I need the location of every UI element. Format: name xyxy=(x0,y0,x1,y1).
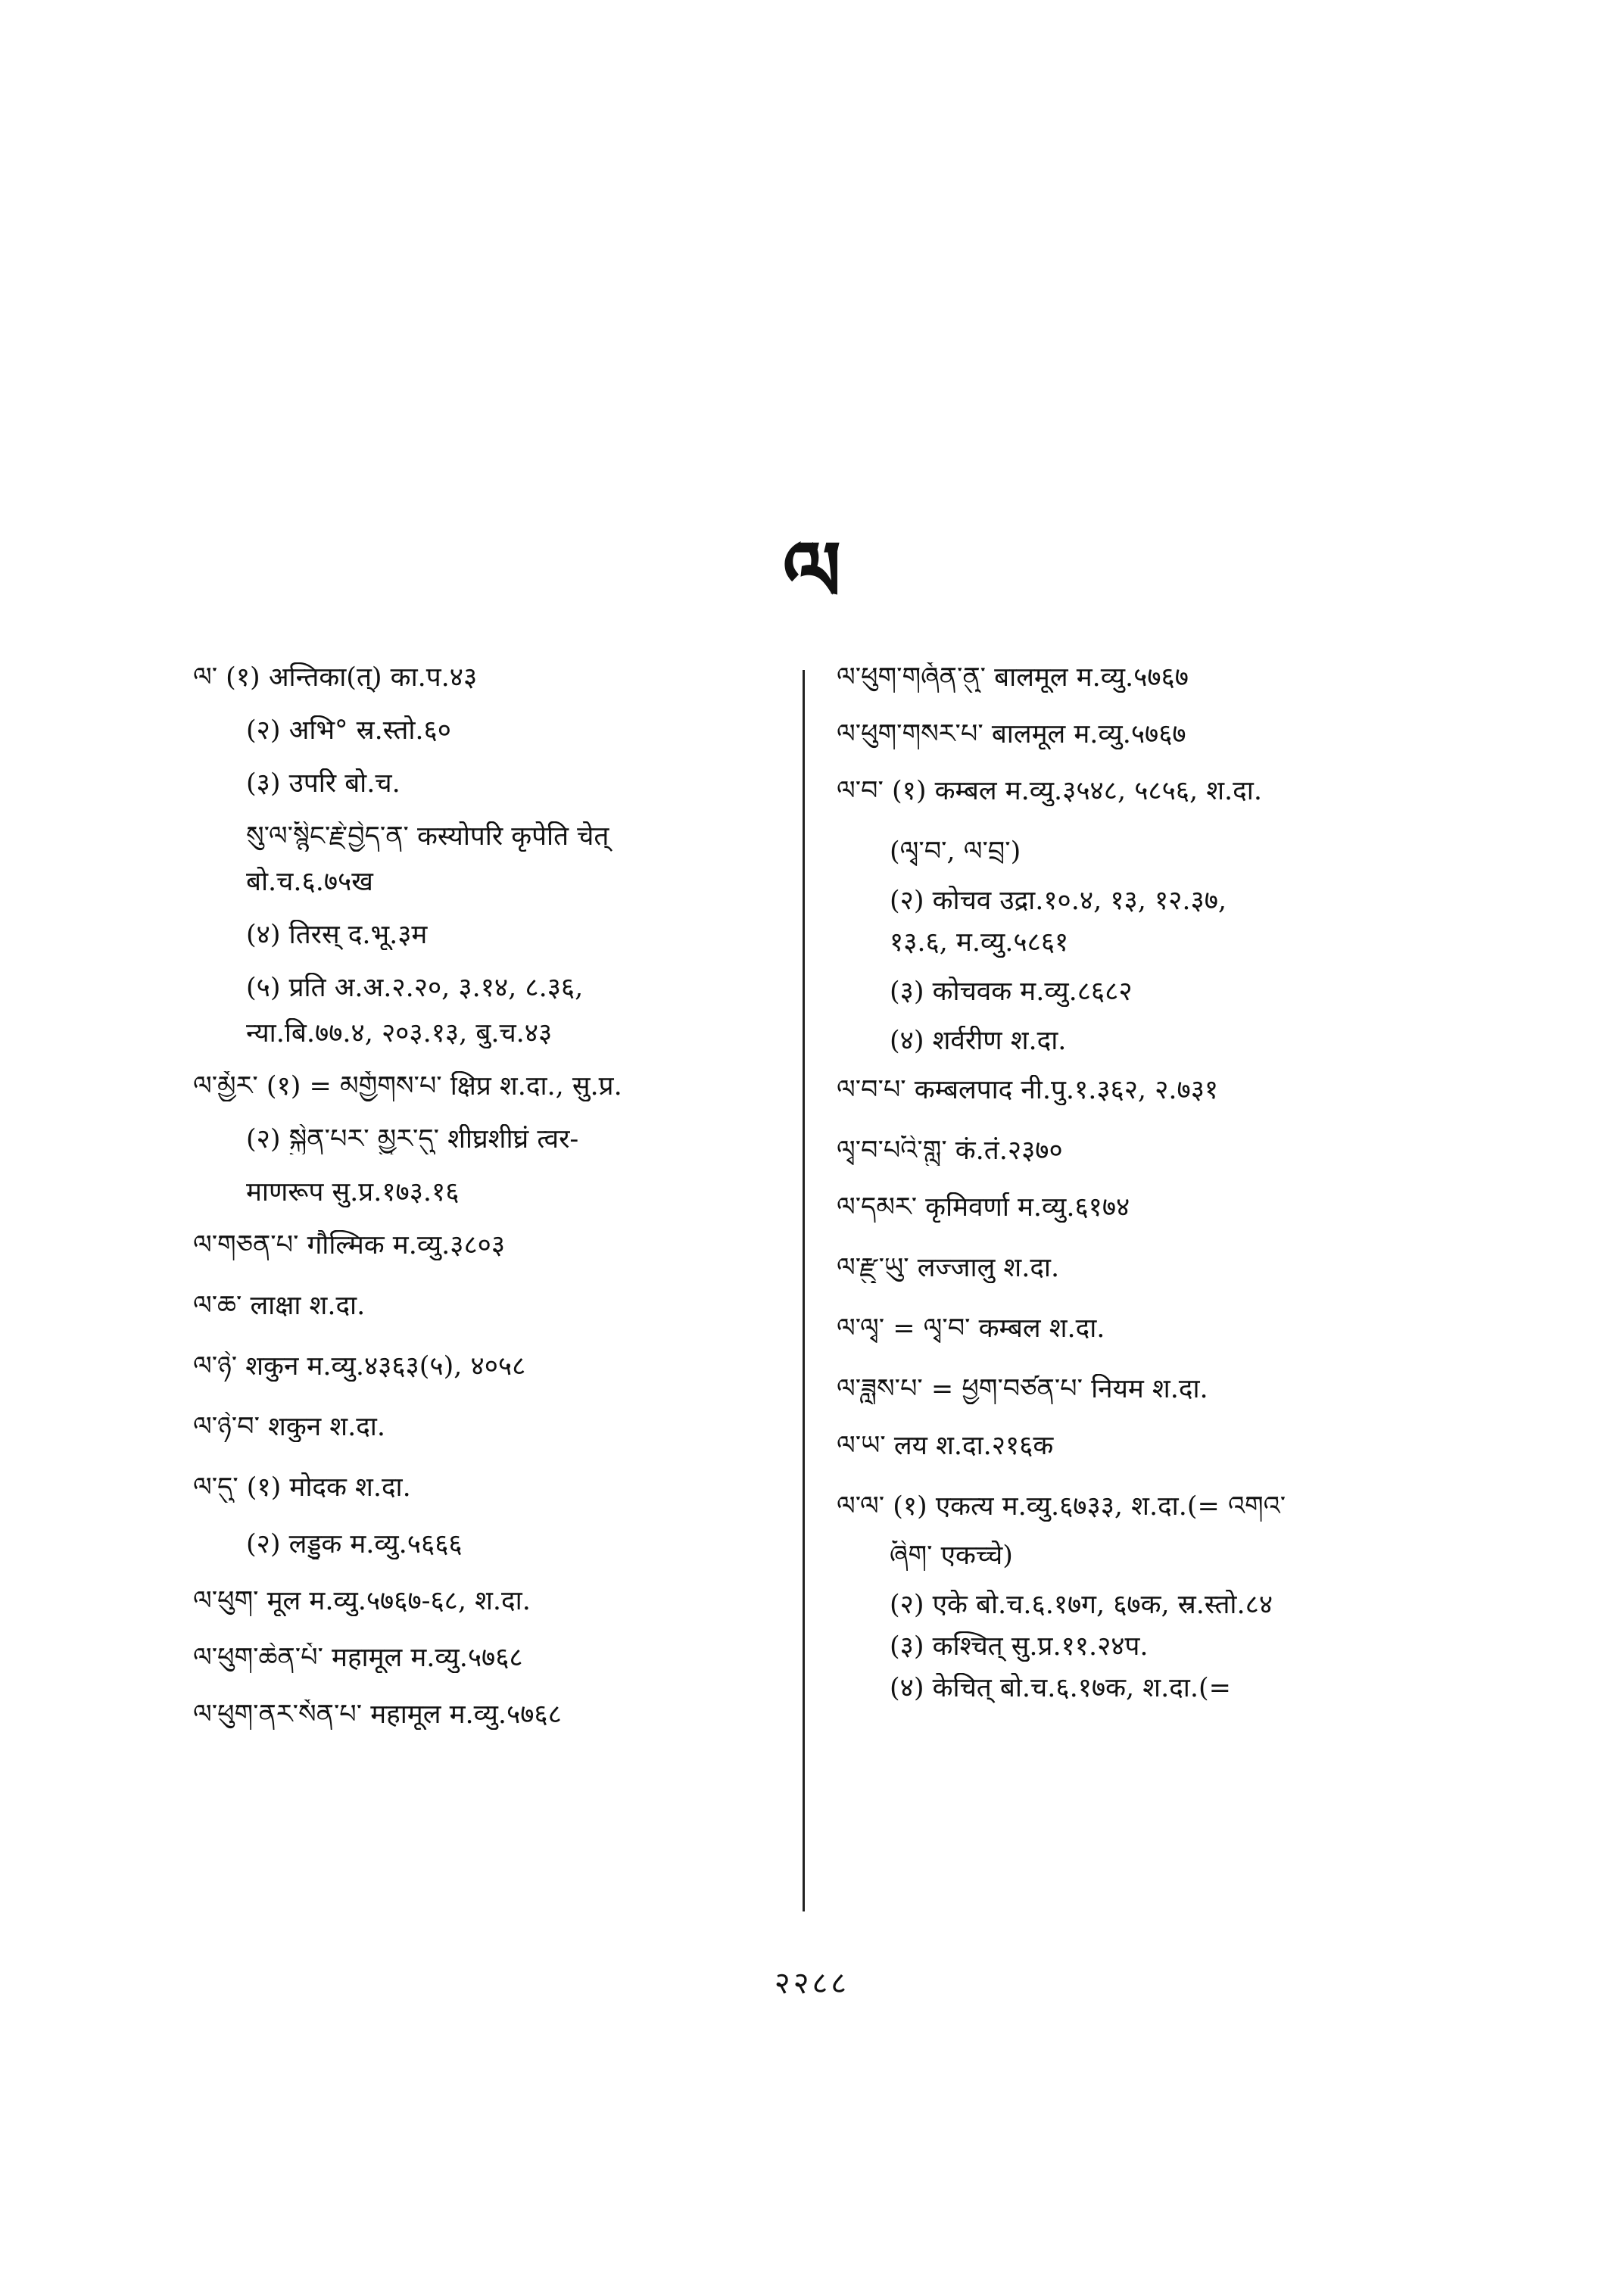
dictionary-entry: ཞིག་ एकच्चे) xyxy=(890,1541,1013,1571)
dictionary-entry: (३) उपरि बो.च. xyxy=(246,768,401,799)
dictionary-entry: (२) एके बो.च.६.१७ग, ६७क, स्र.स्तो.८४ xyxy=(890,1590,1273,1620)
dictionary-entry: ལ་རྫུ་ཡུ་ लज्जालु श.दा. xyxy=(837,1253,1060,1283)
dictionary-entry: (२) अभि° स्र.स्तो.६० xyxy=(246,715,451,746)
dictionary-entry: ལ་ཕུག་ཆེན་པོ་ महामूल म.व्यु.५७६८ xyxy=(193,1643,523,1673)
dictionary-entry: ལ་གཅན་པ་ गौल्मिक म.व्यु.३८०३ xyxy=(193,1230,506,1260)
dictionary-entry: (२) कोचव उद्रा.१०.४, १३, १२.३७, xyxy=(890,886,1227,916)
dictionary-entry: बो.च.६.७५ख xyxy=(246,867,373,897)
dictionary-entry: ལ་དུ་ (१) मोदक श.दा. xyxy=(193,1472,411,1503)
dictionary-entry: ལ་བ་ (१) कम्बल म.व्यु.३५४८, ५८५६, श.दा. xyxy=(837,776,1262,806)
right-column xyxy=(837,662,1435,1703)
dictionary-entry: སུ་ལ་སྙིང་རྗེ་བྱེད་ན་ कस्योपरि कृपेति चेत् xyxy=(246,821,609,852)
dictionary-entry: ལ་ལྭ་ = ལྭ་བ་ कम्बल श.दा. xyxy=(837,1313,1105,1344)
left-column xyxy=(193,662,791,1730)
dictionary-entry: न्या.बि.७७.४, २०३.१३, बु.च.४३ xyxy=(246,1018,553,1048)
dictionary-entry: (ལྭ་བ་, ལ་བྲ་) xyxy=(890,837,1021,867)
dictionary-entry: (५) प्रति अ.अ.२.२०, ३.१४, ८.३६, xyxy=(246,973,584,1003)
dictionary-entry: (२) लड्डुक म.व्यु.५६६६ xyxy=(246,1529,463,1559)
dictionary-entry: ལ་ཡ་ लय श.दा.२१६क xyxy=(837,1431,1054,1461)
dictionary-entry: ལ་ཕུག་གསར་པ་ बालमूल म.व्यु.५७६७ xyxy=(837,719,1186,749)
dictionary-entry: (३) कोचवक म.व्यु.८६८२ xyxy=(890,977,1133,1007)
section-letter-heading: ལ xyxy=(782,522,842,620)
dictionary-entry: ལ་ཆ་ लाक्षा श.दा. xyxy=(193,1291,366,1321)
dictionary-entry: ལ་ཕུག་གཞོན་ནུ་ बालमूल म.व्यु.५७६७ xyxy=(837,662,1189,693)
dictionary-entry: ལ་ལ་ (१) एकत्य म.व्यु.६७३३, श.दा.(= འགའ་ xyxy=(837,1491,1286,1522)
dictionary-entry: (३) कश्चित् सु.प्र.११.२४प. xyxy=(890,1631,1149,1662)
dictionary-entry: १३.६, म.व्यु.५८६१ xyxy=(890,927,1069,958)
dictionary-entry: ལ་བ་པ་ कम्बलपाद नी.पु.१.३६२, २.७३१ xyxy=(837,1075,1219,1105)
dictionary-entry: (४) शर्वरीण श.दा. xyxy=(890,1026,1067,1056)
dictionary-entry: ལྭ་བ་པའི་གླུ་ कं.तं.२३७० xyxy=(837,1136,1063,1166)
dictionary-entry: ལ་དམར་ कृमिवर्णा म.व्यु.६१७४ xyxy=(837,1192,1130,1223)
dictionary-entry: ལ་ཟླས་པ་ = ཕྱག་བཙན་པ་ नियम श.दा. xyxy=(837,1374,1208,1404)
column-divider xyxy=(803,670,805,1911)
dictionary-entry: (४) केचित् बो.च.६.१७क, श.दा.(= xyxy=(890,1673,1231,1703)
dictionary-entry: ལ་ཉེ་ शकुन म.व्यु.४३६३(५), ४०५८ xyxy=(193,1351,526,1382)
dictionary-entry: ལ་ཕུག་ मूल म.व्यु.५७६७-६८, श.दा. xyxy=(193,1586,531,1616)
dictionary-entry: ལ་མྱོར་ (१) = མགྱོགས་པ་ क्षिप्र श.दा., सु.प्र. xyxy=(193,1071,622,1101)
dictionary-entry: ལ་ཕུག་ནར་སོན་པ་ महामूल म.व्यु.५७६८ xyxy=(193,1699,562,1730)
dictionary-entry: ལ་ཉེ་བ་ शकुन श.दा. xyxy=(193,1412,385,1442)
dictionary-entry: ལ་ (१) अन्तिका(त्) का.प.४३ xyxy=(193,662,478,693)
dictionary-entry: (४) तिरस् द.भू.३म xyxy=(246,920,428,950)
dictionary-entry: (२) སྐྱེན་པར་ མྱུར་དུ་ शीघ्रशीघ्रं त्वर- xyxy=(246,1124,579,1154)
dictionary-entry: माणरूप सु.प्र.१७३.१६ xyxy=(246,1177,460,1207)
page-number: २२८८ xyxy=(774,1966,850,2001)
